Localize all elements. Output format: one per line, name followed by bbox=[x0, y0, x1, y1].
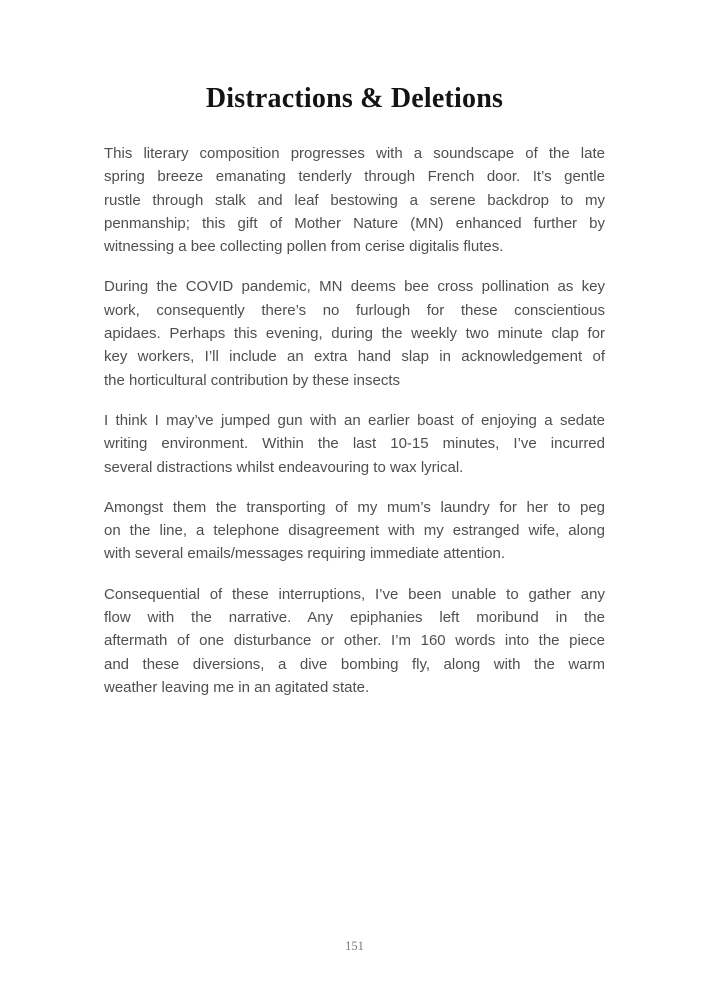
text-line: spring breeze emanating tenderly through French door. It’s gentle bbox=[104, 168, 605, 186]
paragraph bbox=[104, 496, 605, 566]
text-line: key workers, I’ll include an extra hand slap in acknowledgement of bbox=[104, 348, 605, 366]
text-line: This literary composition progresses with a soundscape of the late bbox=[104, 145, 605, 162]
text-line: and these diversions, a dive bombing fly, along with the warm bbox=[104, 655, 605, 673]
body-text bbox=[0, 142, 709, 699]
text-line: Consequential of these interruptions, I’ve been unable to gather any bbox=[104, 585, 605, 603]
paragraph bbox=[104, 275, 605, 391]
text-line: several distractions whilst endeavouring to wax lyrical. bbox=[104, 458, 464, 476]
text-line: the horticultural contribution by these insects bbox=[104, 371, 400, 389]
text-line: During the COVID pandemic, MN deems bee cross pollination as key bbox=[104, 278, 605, 296]
text-line: with several emails/messages requiring immediate attention. bbox=[104, 545, 506, 563]
page-number: 151 bbox=[345, 939, 364, 953]
text-line: flow with the narrative. Any epiphanies left moribund in the bbox=[104, 609, 605, 627]
text-line: weather leaving me in an agitated state. bbox=[104, 678, 370, 696]
paragraph bbox=[104, 142, 605, 258]
text-line: rustle through stalk and leaf bestowing a serene backdrop to my bbox=[104, 191, 605, 209]
page-title: Distractions & Deletions bbox=[205, 83, 504, 114]
text-line: penmanship; this gift of Mother Nature (MN) enhanced further by bbox=[104, 214, 605, 232]
text-line: aftermath of one disturbance or other. I’m 160 words into the piece bbox=[104, 632, 605, 650]
text-line: I think I may’ve jumped gun with an earlier boast of enjoying a sedate bbox=[104, 411, 605, 429]
paragraph bbox=[104, 409, 605, 479]
text-line: Amongst them the transporting of my mum’s laundry for her to peg bbox=[104, 498, 605, 516]
text-line: work, consequently there’s no furlough for these conscientious bbox=[104, 301, 605, 319]
text-line: apidaes. Perhaps this evening, during the weekly two minute clap for bbox=[104, 325, 605, 343]
text-line: witnessing a bee collecting pollen from cerise digitalis flutes. bbox=[104, 238, 504, 256]
paragraph bbox=[104, 583, 605, 699]
text-line: writing environment. Within the last 10-15 minutes, I’ve incurred bbox=[104, 435, 605, 453]
text-line: on the line, a telephone disagreement with my estranged wife, along bbox=[104, 522, 605, 540]
